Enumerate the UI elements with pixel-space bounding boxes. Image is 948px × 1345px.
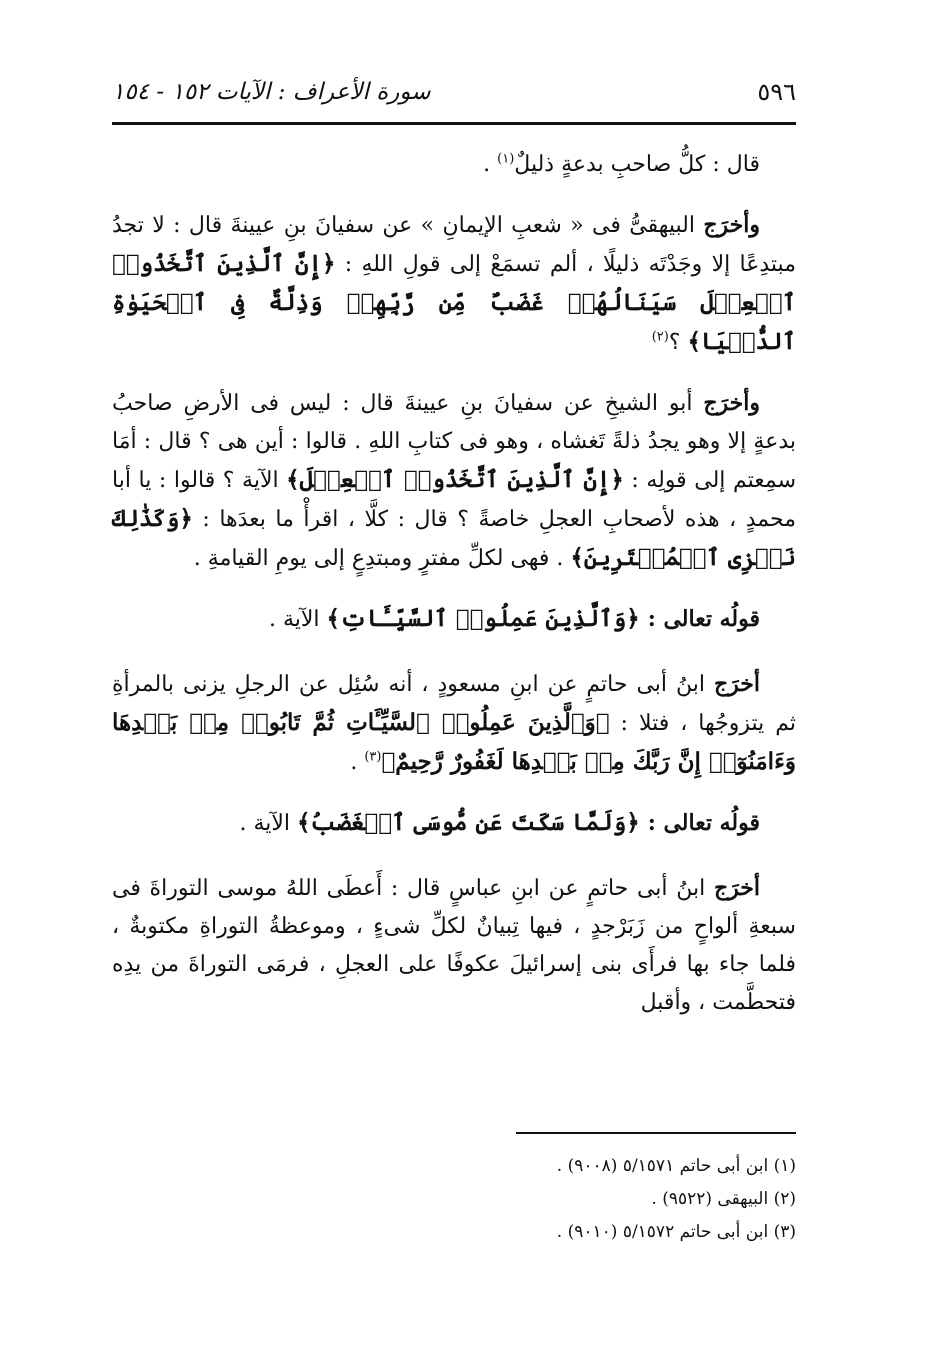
footnote-rule	[516, 1132, 796, 1134]
paragraph-1: قال : كلُّ صاحبِ بدعةٍ ذليلٌ$^{(١)}$ .	[483, 151, 760, 177]
running-title: سورة الأعراف : الآيات ١٥٢ - ١٥٤	[112, 79, 431, 105]
footnote-ref-1[interactable]: (١)	[497, 151, 515, 167]
footnote-3: (٣) ابن أبى حاتم ٥/١٥٧٢ (٩٠١٠) .	[556, 1222, 796, 1242]
page-header	[112, 72, 796, 112]
footnote-1: (١) ابن أبى حاتم ٥/١٥٧١ (٩٠٠٨) .	[556, 1156, 796, 1176]
verse-heading-1: قولُه تعالى : ﴿وَٱلَّذِينَ عَمِلُوا۟ ٱلسَّيِّـَٔاتِ﴾ الآية .	[268, 605, 760, 632]
verse-heading-2: قولُه تعالى : ﴿وَلَمَّا سَكَتَ عَن مُّوسَى ٱلۡغَضَبُ﴾ الآية .	[239, 809, 760, 836]
page-number: ٥٩٦	[757, 78, 796, 106]
paragraph-lead: وأخرَج	[703, 212, 760, 238]
main-text	[112, 146, 796, 1044]
quran-verse: ﴿إِنَّ ٱلَّذِينَ ٱتَّخَذُوا۟ ٱلۡعِجۡلَ﴾	[286, 466, 624, 493]
quran-verse: ﴿وَلَمَّا سَكَتَ عَن مُّوسَى ٱلۡغَضَبُ﴾	[297, 809, 648, 836]
paragraph-lead: أخرَج	[713, 875, 760, 901]
paragraph-lead: أخرَج	[713, 671, 760, 697]
quran-verse: ﴿وَٱلَّذِينَ عَمِلُوا۟ ٱلسَّيِّـَٔاتِ﴾	[326, 605, 648, 632]
quran-verse: ﴿وَٱلَّذِينَ عَمِلُوا۟ ٱلسَّيِّـَٔاتِ ثُمَّ تَابُوا۟ مِنۢ بَعۡدِهَا وَءَامَنُوٓا۟ إِنَّ رَبَّكَ مِنۢ بَعۡدِهَا لَغَفُورٌ رَّحِيمٌ﴾	[112, 709, 796, 775]
heading-lead: قولُه تعالى :	[647, 810, 760, 836]
header-rule	[112, 122, 796, 125]
footnotes	[112, 1150, 796, 1249]
paragraph-5: أخرَج ابنُ أبى حاتمٍ عن ابنِ مسعودٍ ، أنه سُئِل عن الرجلِ يزنى بالمرأةِ ثم يتزوجُها ، فتلا : ﴿وَٱلَّذِينَ عَمِلُوا۟ ٱلسَّيِّـَٔاتِ ثُمَّ تَابُوا۟ مِنۢ بَعۡدِهَا وَءَامَنُوٓا۟ إِنَّ رَبَّكَ مِنۢ بَعۡدِهَا لَغَفُورٌ رَّحِيمٌ﴾$^{(٣)}$ .	[112, 671, 796, 775]
footnote-ref-3[interactable]: (٣)	[364, 749, 382, 765]
quran-verse: ﴿وَكَذَٰلِكَ نَجۡزِى ٱلۡمُفۡتَرِينَ﴾	[112, 505, 796, 571]
paragraph-lead: وأخرَج	[703, 390, 760, 416]
footnote-2: (٢) البيهقى (٩٥٢٢) .	[651, 1189, 796, 1209]
paragraph-2: وأخرَج البيهقىُّ فى « شعبِ الإيمانِ » عن سفيانَ بنِ عيينةَ قال : لا تجدُ مبتدِعًا إلا وجَدْتَه ذليلًا ، ألم تسمَعْ إلى قولِ اللهِ : ﴿إِنَّ ٱلَّذِينَ ٱتَّخَذُوا۟ ٱلۡعِجۡلَ سَيَنَالُهُمۡ غَضَبٌ مِّن رَّبِّهِمۡ وَذِلَّةٌ فِى ٱلۡحَيَوٰةِ ٱلدُّنۡيَا﴾ ؟$^{(٢)}$	[112, 212, 796, 355]
paragraph-3: وأخرَج أبو الشيخِ عن سفيانَ بنِ عيينةَ قال : ليس فى الأرضِ صاحبُ بدعةٍ إلا وهو يجدُ ذلةً تَغشاه ، وهو فى كتابِ اللهِ . قالوا : أين هى ؟ قال : أمَا سمِعتم إلى قولِه : ﴿إِنَّ ٱلَّذِينَ ٱتَّخَذُوا۟ ٱلۡعِجۡلَ﴾ الآية ؟ قالوا : يا أبا محمدٍ ، هذه لأصحابِ العجلِ خاصةً ؟ قال : كلَّا ، اقرأْ ما بعدَها : ﴿وَكَذَٰلِكَ نَجۡزِى ٱلۡمُفۡتَرِينَ﴾ . فهى لكلِّ مفترٍ ومبتدِعٍ إلى يومِ القيامةِ .	[112, 390, 797, 571]
heading-lead: قولُه تعالى :	[647, 606, 760, 632]
footnote-ref-2[interactable]: (٢)	[651, 329, 669, 345]
quran-verse: ﴿إِنَّ ٱلَّذِينَ ٱتَّخَذُوا۟ ٱلۡعِجۡلَ سَيَنَالُهُمۡ غَضَبٌ مِّن رَّبِّهِمۡ وَذِلَّةٌ فِى ٱلۡحَيَوٰةِ ٱلدُّنۡيَا﴾	[112, 250, 796, 355]
paragraph-7: أخرَج ابنُ أبى حاتمٍ عن ابنِ عباسٍ قال : أَعطَى اللهُ موسى التوراةَ فى سبعةِ ألواحٍ من زَبَرْجدٍ ، فيها تِبيانٌ لكلِّ شىءٍ ، وموعظةُ التوراةِ مكتوبةٌ ، فلما جاء بها فرأَى بنى إسرائيلَ عكوفًا على العجلِ ، فرمَى التوراةَ من يدِه فتحطَّمت ، وأقبل	[112, 875, 796, 1015]
